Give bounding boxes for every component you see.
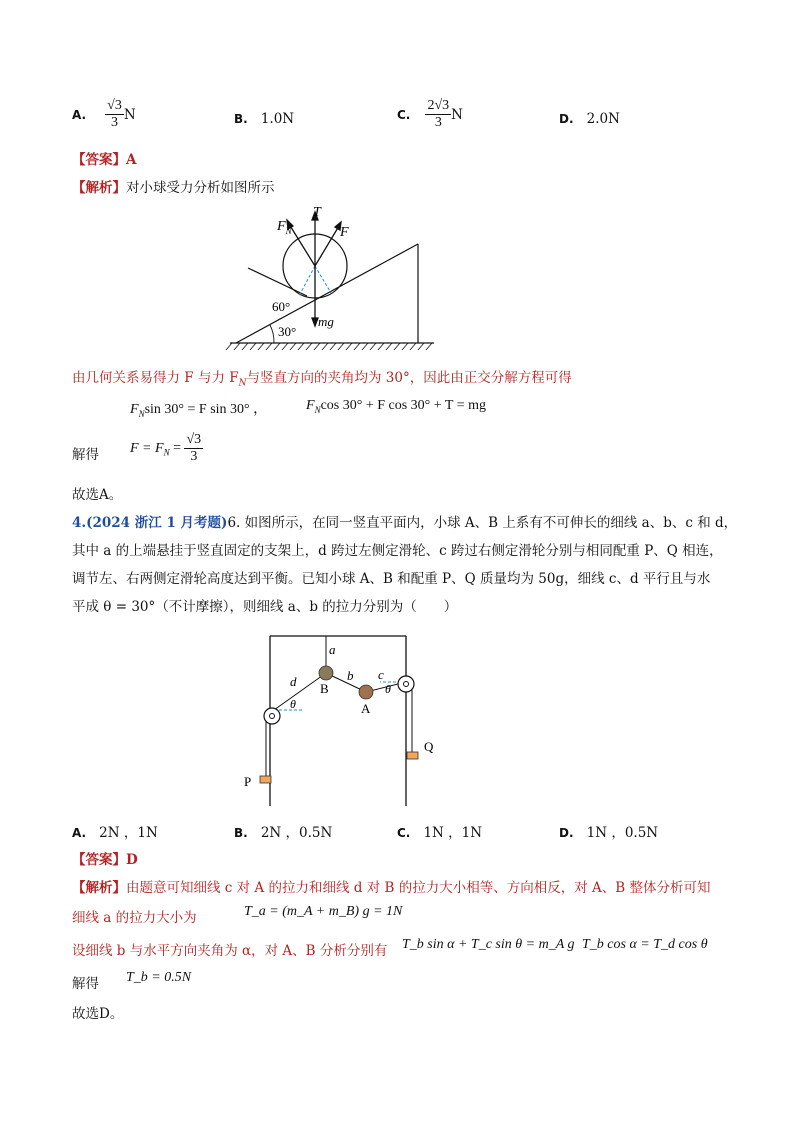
label-p: P: [244, 774, 252, 789]
option-letter: A.: [72, 108, 87, 122]
label-fn: $F_N$: [277, 219, 292, 236]
label-f: F: [340, 225, 349, 240]
analysis-text: 由题意可知细线 c 对 A 的拉力和细线 d 对 B 的拉力大小相等、方向相反，对 A、B 整体分析可知: [126, 880, 711, 896]
q3-equation-1: [130, 398, 267, 419]
label-d: d: [290, 674, 297, 689]
normal-force-arrow: [289, 224, 315, 266]
weight-p: [260, 776, 271, 783]
q4-stem-line-4: 平成 θ = 30°（不计摩擦），则细线 a、b 的拉力分别为（ ）: [72, 599, 458, 615]
fraction-denominator: 3: [434, 115, 442, 130]
answer-value: D: [126, 852, 138, 868]
label-b-ball: B: [320, 681, 329, 696]
solve-equals: =: [169, 440, 185, 456]
q4-stem-line-3: 调节左、右两侧定滑轮高度达到平衡。已知小球 A、B 和配重 P、Q 质量均为 50g，细线 c、d 平行且与水: [72, 571, 711, 587]
eq-sub: N: [138, 408, 145, 419]
q4-conclusion: 故选D。: [72, 1006, 124, 1022]
geometry-rest: 与竖直方向的夹角均为 30°，因此由正交分解方程可得: [246, 370, 572, 386]
answer-value: A: [126, 152, 137, 168]
option-text: 1N ，0.5N: [586, 825, 659, 841]
option-unit: N: [123, 107, 136, 123]
fraction: [105, 98, 124, 131]
option-letter: B.: [234, 112, 248, 126]
question-source: 4.(2024 浙江 1 月考题): [72, 515, 228, 531]
ball-b: [319, 666, 333, 680]
force-f-arrow: [315, 226, 339, 266]
option-letter: D.: [559, 826, 574, 840]
fraction-numerator: √3: [186, 432, 202, 447]
eq-symbol: F: [306, 398, 315, 413]
analysis-label: 【解析】: [72, 880, 126, 896]
q3-option-b: [234, 108, 294, 127]
fraction-numerator: 2√3: [427, 98, 450, 113]
answer-label: 【答案】: [72, 152, 126, 168]
q3-conclusion: 故选A。: [72, 487, 123, 503]
analysis-label: 【解析】: [72, 180, 126, 196]
option-letter: C.: [397, 826, 411, 840]
q3-solve-eq: [130, 432, 203, 465]
q4-option-b: [234, 821, 332, 841]
label-a: a: [329, 642, 336, 657]
label-q: Q: [424, 739, 434, 754]
q4-stem-line-1: [72, 511, 737, 531]
eq-symbol: F: [130, 402, 139, 417]
q4-option-a: [72, 821, 158, 841]
solve-symbol: F = F: [130, 440, 164, 456]
fraction: [425, 98, 451, 131]
label-theta-right: θ: [385, 682, 391, 696]
stem-text: 6. 如图所示，在同一竖直平面内，小球 A、B 上系有不可伸长的细线 a、b、c 和 d，: [227, 515, 738, 531]
geometry-text: 由几何关系易得力 F 与力 F: [72, 370, 239, 386]
option-text: 1.0N: [260, 111, 295, 127]
eq-sub: N: [314, 404, 321, 415]
q4-analysis-eq-1: T_a = (m_A + m_B) g = 1N: [244, 904, 403, 919]
weight-q: [407, 752, 418, 759]
label-30: 30°: [278, 324, 297, 339]
q4-analysis-line-3: 设细线 b 与水平方向夹角为 α，对 A、B 分析分别有: [72, 943, 388, 959]
pulley-frame-figure: [240, 628, 440, 812]
label-b: b: [347, 668, 354, 683]
q4-analysis-eq-3: T_b cos α = T_d cos θ: [582, 937, 708, 952]
q3-equation-2: [306, 398, 486, 415]
q3-analysis: [72, 176, 275, 196]
option-letter: B.: [234, 826, 248, 840]
label-60: 60°: [272, 299, 291, 314]
option-text: 1N ，1N: [423, 825, 483, 841]
q4-option-c: [397, 821, 482, 841]
q4-analysis-line-1: [72, 876, 710, 896]
q4-option-d: [559, 821, 658, 841]
eq-rest: cos 30° + F cos 30° + T = mg: [320, 398, 487, 413]
answer-label: 【答案】: [72, 852, 126, 868]
label-theta-left: θ: [290, 697, 296, 711]
q4-answer: [72, 848, 138, 868]
option-text: 2N ，1N: [99, 825, 158, 841]
solve-sub: N: [163, 447, 170, 458]
wall-line: [248, 268, 307, 296]
q4-analysis-eq-2: T_b sin α + T_c sin θ = m_A g: [402, 937, 575, 952]
q4-solve-label: 解得: [72, 976, 99, 992]
fraction: [184, 432, 203, 465]
string-d: [274, 673, 326, 710]
option-letter: C.: [397, 108, 411, 122]
label-a-ball: A: [361, 701, 371, 716]
q3-option-a: [72, 98, 136, 131]
label-c: c: [378, 667, 384, 682]
option-text: 2.0N: [586, 111, 620, 127]
label-t: T: [313, 205, 321, 220]
option-letter: A.: [72, 826, 87, 840]
label-mg: mg: [318, 314, 334, 329]
q4-stem-line-2: 其中 a 的上端悬挂于竖直固定的支架上，d 跨过左侧定滑轮、c 跨过右侧定滑轮分别与相同配重 P、Q 相连，: [72, 543, 723, 559]
q3-option-c: [397, 98, 463, 131]
q3-option-d: [559, 108, 620, 127]
fraction-numerator: √3: [107, 98, 122, 113]
ball-a: [359, 685, 373, 699]
q3-solve-label: 解得: [72, 447, 99, 463]
option-letter: D.: [559, 112, 574, 126]
option-text: 2N ，0.5N: [260, 825, 333, 841]
analysis-text: 对小球受力分析如图所示: [126, 180, 275, 196]
option-unit: N: [451, 107, 463, 123]
geometry-sub: N: [238, 378, 247, 389]
eq-rest: sin 30° = F sin 30° ，: [144, 402, 268, 417]
q4-solve-eq: T_b = 0.5N: [126, 970, 192, 985]
fraction-denominator: 3: [190, 449, 198, 464]
q3-geometry-text: [72, 366, 572, 389]
q4-analysis-line-2: 细线 a 的拉力大小为: [72, 910, 197, 926]
angle-30-arc: [270, 325, 274, 343]
incline-ball-figure: [222, 200, 444, 358]
q3-answer: [72, 148, 136, 168]
fraction-denominator: 3: [111, 115, 119, 130]
